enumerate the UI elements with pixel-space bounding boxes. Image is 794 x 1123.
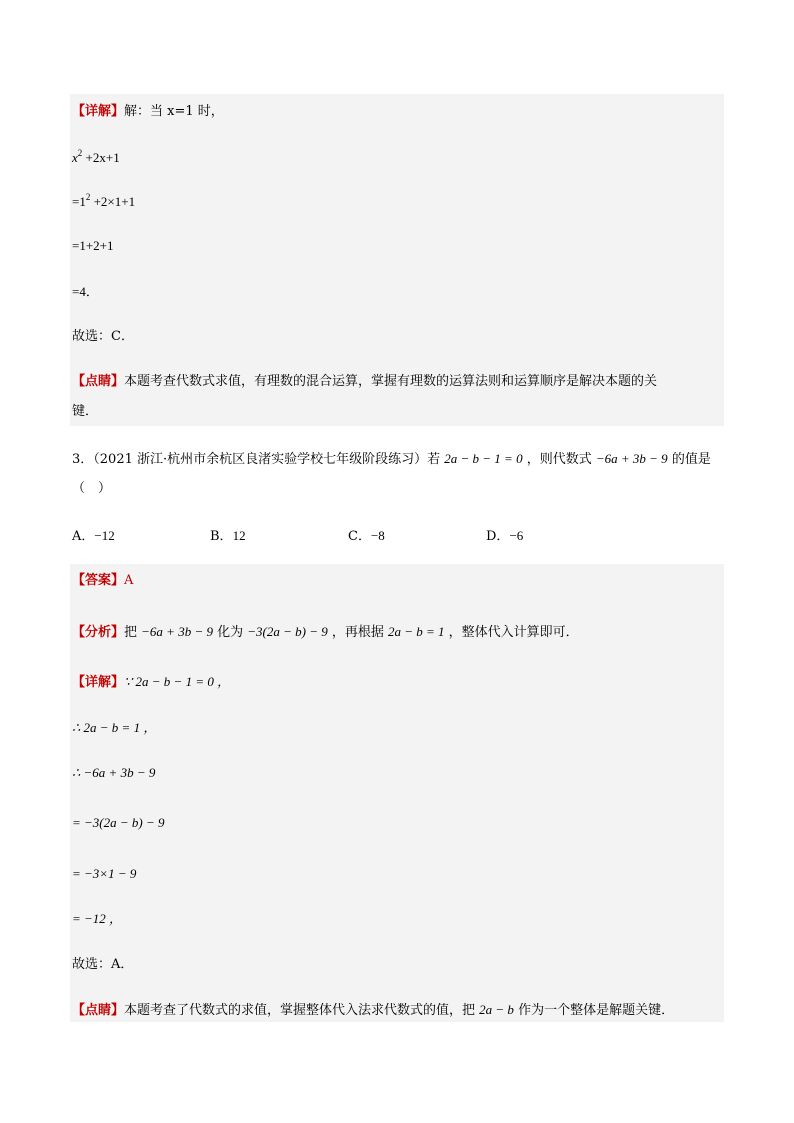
step-line-2: ∴ −6a + 3b − 9 — [72, 765, 156, 780]
answer-text: A — [124, 573, 134, 588]
option-d[interactable]: D．−6 — [486, 528, 524, 544]
detail2-tag: 【详解】 — [72, 675, 125, 690]
calc-line-3: =1+2+1 — [72, 238, 114, 253]
option-b[interactable]: B．12 — [210, 528, 246, 544]
detail2-line: 【详解】∵ 2a − b − 1 = 0 ， — [72, 674, 231, 690]
comment-line-2: 键． — [72, 404, 99, 419]
analysis-line: 【分析】把 −6a + 3b − 9 化为 −3(2a − b) − 9 ，再根据 2a − b = 1 ，整体代入计算即可． — [72, 624, 579, 640]
detail-tag: 【详解】 — [72, 104, 125, 119]
analysis-tag: 【分析】 — [72, 625, 125, 640]
comment2-tag: 【点睛】 — [72, 1003, 125, 1018]
choice-line: 故选：C． — [72, 329, 134, 344]
calc-line-4: =4． — [72, 284, 99, 299]
choice2-line: 故选：A． — [72, 957, 134, 972]
calc-line-1: $x^2 +2x+1$ — [72, 147, 120, 165]
step-line-1: ∴ 2a − b = 1 ， — [72, 720, 157, 735]
question-paren: （ ） — [72, 481, 112, 496]
comment2-line: 【点睛】本题考查了代数式的求值，掌握整体代入法求代数式的值，把 2a − b 作为一个整体是解题关键． — [72, 1002, 675, 1018]
step-line-5: = −12 ， — [72, 911, 123, 926]
question-line: 3．（2021 浙江·杭州市余杭区良渚实验学校七年级阶段练习）若 2a − b − 1 = 0 ，则代数式 −6a + 3b − 9 的值是 — [72, 451, 711, 467]
step-line-4: = −3×1 − 9 — [72, 866, 137, 881]
option-a[interactable]: A．−12 — [72, 528, 115, 544]
step-line-3: = −3(2a − b) − 9 — [72, 815, 165, 830]
answer-line — [72, 571, 722, 591]
comment-tag: 【点睛】 — [72, 374, 125, 389]
detail-line — [72, 102, 722, 122]
calc-line-2: $=1^2 +2\times 1+1$ — [72, 191, 136, 209]
comment-line-1: 【点睛】本题考查代数式求值，有理数的混合运算，掌握有理数的运算法则和运算顺序是解决本题的关 — [72, 374, 658, 389]
detail-text: 解：当 x=1 时， — [124, 104, 224, 119]
option-c[interactable]: C．−8 — [348, 528, 385, 544]
answer-tag: 【答案】 — [72, 573, 125, 588]
